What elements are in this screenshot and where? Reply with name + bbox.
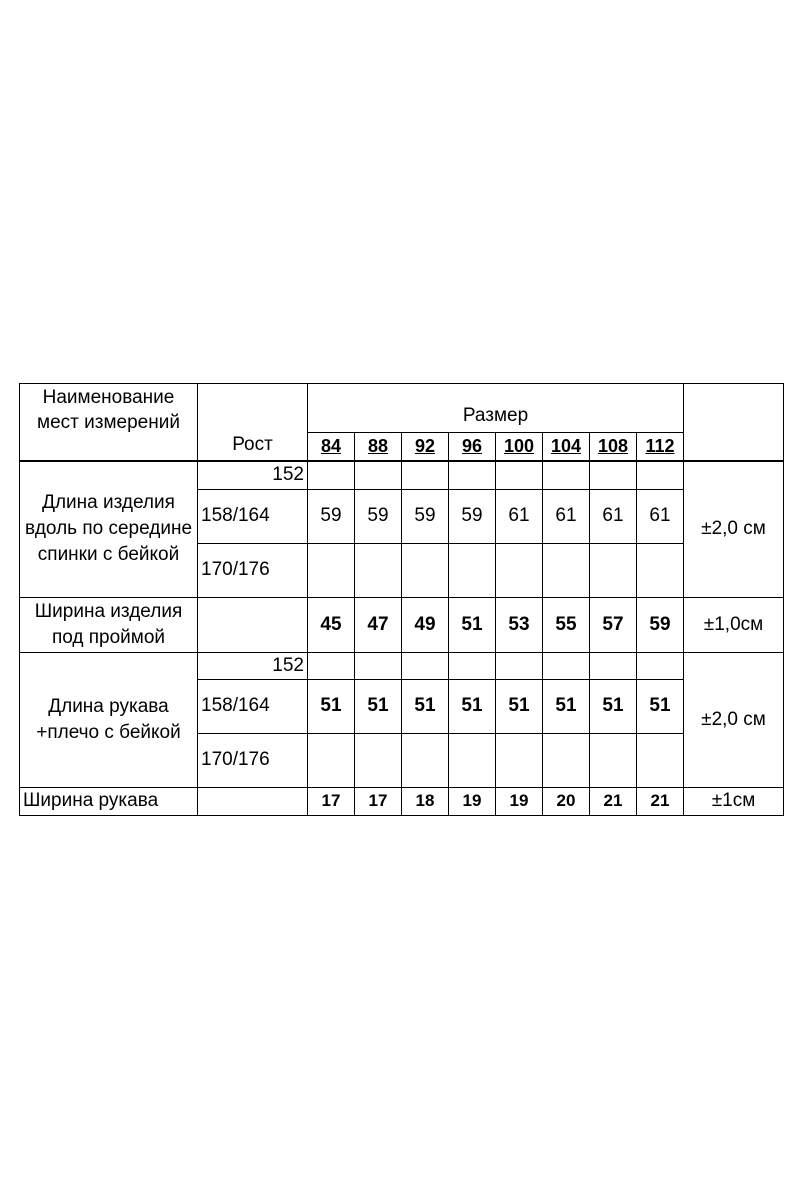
header-height: Рост <box>198 384 308 462</box>
value-cell: 61 <box>590 489 637 543</box>
value-cell: 20 <box>543 787 590 815</box>
empty-cell <box>496 733 543 787</box>
empty-cell <box>308 652 355 679</box>
empty-cell <box>543 652 590 679</box>
empty-cell <box>402 652 449 679</box>
empty-cell <box>637 543 684 597</box>
value-cell: 17 <box>308 787 355 815</box>
value-cell: 61 <box>637 489 684 543</box>
empty-cell <box>590 733 637 787</box>
row-width-armhole-tolerance: ±1,0см <box>684 597 784 652</box>
value-cell: 45 <box>308 597 355 652</box>
value-cell: 57 <box>590 597 637 652</box>
value-cell: 51 <box>449 679 496 733</box>
height-170-176: 170/176 <box>198 733 308 787</box>
empty-cell <box>543 733 590 787</box>
height-170-176: 170/176 <box>198 543 308 597</box>
header-tolerance-blank <box>684 384 784 462</box>
value-cell: 51 <box>590 679 637 733</box>
value-cell: 17 <box>355 787 402 815</box>
empty-cell <box>543 543 590 597</box>
empty-cell <box>590 461 637 489</box>
empty-cell <box>496 652 543 679</box>
value-cell: 51 <box>543 679 590 733</box>
value-cell: 59 <box>308 489 355 543</box>
size-96: 96 <box>449 433 496 462</box>
empty-cell <box>308 733 355 787</box>
value-cell: 53 <box>496 597 543 652</box>
row-width-armhole-label: Ширина изделия под проймой <box>20 597 198 652</box>
empty-cell <box>637 461 684 489</box>
empty-cell <box>402 461 449 489</box>
row-back-length-label: Длина изделия вдоль по середине спинки с бейкой <box>20 461 198 597</box>
value-cell: 51 <box>402 679 449 733</box>
size-chart-table <box>19 383 784 816</box>
empty-cell <box>198 597 308 652</box>
size-112: 112 <box>637 433 684 462</box>
empty-cell <box>637 652 684 679</box>
header-measure-place: Наименование мест измерений <box>20 384 198 462</box>
header-size: Размер <box>308 384 684 433</box>
row-sleeve-width-label: Ширина рукава <box>20 787 198 815</box>
size-104: 104 <box>543 433 590 462</box>
empty-cell <box>449 461 496 489</box>
value-cell: 59 <box>402 489 449 543</box>
empty-cell <box>355 733 402 787</box>
empty-cell <box>402 733 449 787</box>
value-cell: 18 <box>402 787 449 815</box>
height-152: 152 <box>198 461 308 489</box>
height-158-164: 158/164 <box>198 679 308 733</box>
value-cell: 51 <box>355 679 402 733</box>
value-cell: 47 <box>355 597 402 652</box>
row-sleeve-width-tolerance: ±1см <box>684 787 784 815</box>
size-92: 92 <box>402 433 449 462</box>
row-sleeve-length-tolerance: ±2,0 см <box>684 652 784 787</box>
value-cell: 51 <box>308 679 355 733</box>
value-cell: 61 <box>543 489 590 543</box>
value-cell: 61 <box>496 489 543 543</box>
empty-cell <box>590 543 637 597</box>
empty-cell <box>637 733 684 787</box>
height-158-164: 158/164 <box>198 489 308 543</box>
value-cell: 21 <box>590 787 637 815</box>
size-84: 84 <box>308 433 355 462</box>
value-cell: 59 <box>449 489 496 543</box>
empty-cell <box>198 787 308 815</box>
empty-cell <box>308 543 355 597</box>
empty-cell <box>543 461 590 489</box>
empty-cell <box>355 461 402 489</box>
value-cell: 51 <box>637 679 684 733</box>
size-88: 88 <box>355 433 402 462</box>
value-cell: 49 <box>402 597 449 652</box>
empty-cell <box>355 652 402 679</box>
size-108: 108 <box>590 433 637 462</box>
empty-cell <box>402 543 449 597</box>
empty-cell <box>496 543 543 597</box>
empty-cell <box>449 543 496 597</box>
empty-cell <box>496 461 543 489</box>
value-cell: 59 <box>637 597 684 652</box>
empty-cell <box>449 733 496 787</box>
height-152: 152 <box>198 652 308 679</box>
value-cell: 19 <box>496 787 543 815</box>
value-cell: 51 <box>496 679 543 733</box>
value-cell: 51 <box>449 597 496 652</box>
empty-cell <box>590 652 637 679</box>
empty-cell <box>449 652 496 679</box>
empty-cell <box>308 461 355 489</box>
row-sleeve-length-label: Длина рукава +плечо с бейкой <box>20 652 198 787</box>
row-back-length-tolerance: ±2,0 см <box>684 461 784 597</box>
value-cell: 55 <box>543 597 590 652</box>
empty-cell <box>355 543 402 597</box>
value-cell: 59 <box>355 489 402 543</box>
size-100: 100 <box>496 433 543 462</box>
value-cell: 21 <box>637 787 684 815</box>
value-cell: 19 <box>449 787 496 815</box>
